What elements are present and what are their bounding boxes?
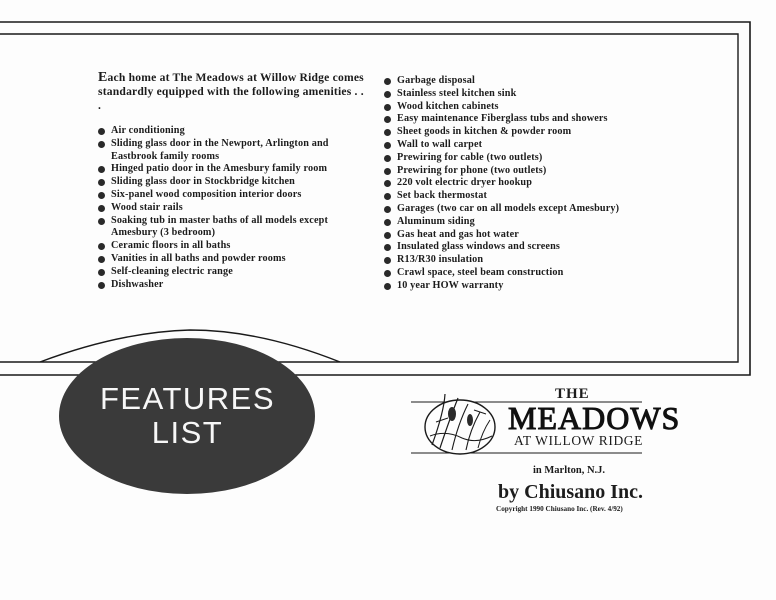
amenity-item: Vanities in all baths and powder rooms <box>98 253 368 266</box>
title-line-1: FEATURES <box>99 381 276 416</box>
intro-body: ach home at The Meadows at Willow Ridge comes standardly equipped with the following amenities . . . <box>98 71 364 112</box>
amenity-item: Prewiring for phone (two outlets) <box>384 165 654 178</box>
logo-meadows: MEADOWS <box>508 400 681 436</box>
amenity-item: Wood kitchen cabinets <box>384 101 654 114</box>
amenity-item: Garages (two car on all models except Amesbury) <box>384 203 654 216</box>
builder-name: by Chiusano Inc. <box>498 481 644 503</box>
amenity-item: Wall to wall carpet <box>384 139 654 152</box>
amenity-item: Stainless steel kitchen sink <box>384 88 654 101</box>
amenity-item: 220 volt electric dryer hookup <box>384 177 654 190</box>
title-line-2: LIST <box>151 415 224 450</box>
amenity-item: Wood stair rails <box>98 202 368 215</box>
amenity-item: Prewiring for cable (two outlets) <box>384 152 654 165</box>
amenity-item: Ceramic floors in all baths <box>98 240 368 253</box>
amenity-item: Crawl space, steel beam construction <box>384 267 654 280</box>
amenity-item: Self-cleaning electric range <box>98 266 368 279</box>
logo-at-willow-ridge: AT WILLOW RIDGE <box>514 433 643 448</box>
amenity-item: Insulated glass windows and screens <box>384 241 654 254</box>
amenities-list-left <box>98 125 368 291</box>
features-list-title <box>65 341 310 491</box>
amenity-item: R13/R30 insulation <box>384 254 654 267</box>
logo-the: THE <box>555 386 590 402</box>
amenity-item: Set back thermostat <box>384 190 654 203</box>
intro-initial: E <box>98 70 108 85</box>
intro-text <box>98 71 368 113</box>
amenity-item: Aluminum siding <box>384 216 654 229</box>
location-text: in Marlton, N.J. <box>533 465 606 476</box>
amenity-item: Garbage disposal <box>384 75 654 88</box>
amenity-item: 10 year HOW warranty <box>384 280 654 293</box>
amenities-list-right <box>384 75 654 293</box>
amenity-item: Sheet goods in kitchen & powder room <box>384 126 654 139</box>
amenity-item: Easy maintenance Fiberglass tubs and showers <box>384 113 654 126</box>
amenity-item: Gas heat and gas hot water <box>384 229 654 242</box>
amenity-item: Sliding glass door in Stockbridge kitchen <box>98 176 368 189</box>
amenity-item: Dishwasher <box>98 279 368 292</box>
amenity-item: Six-panel wood composition interior doors <box>98 189 368 202</box>
copyright-text: Copyright 1990 Chiusano Inc. (Rev. 4/92) <box>496 505 623 513</box>
meadow-emblem-icon <box>425 394 495 454</box>
amenity-item: Sliding glass door in the Newport, Arlington and Eastbrook family rooms <box>98 138 368 164</box>
amenity-item: Soaking tub in master baths of all models except Amesbury (3 bedroom) <box>98 215 368 241</box>
amenity-item: Air conditioning <box>98 125 368 138</box>
amenity-item: Hinged patio door in the Amesbury family room <box>98 163 368 176</box>
